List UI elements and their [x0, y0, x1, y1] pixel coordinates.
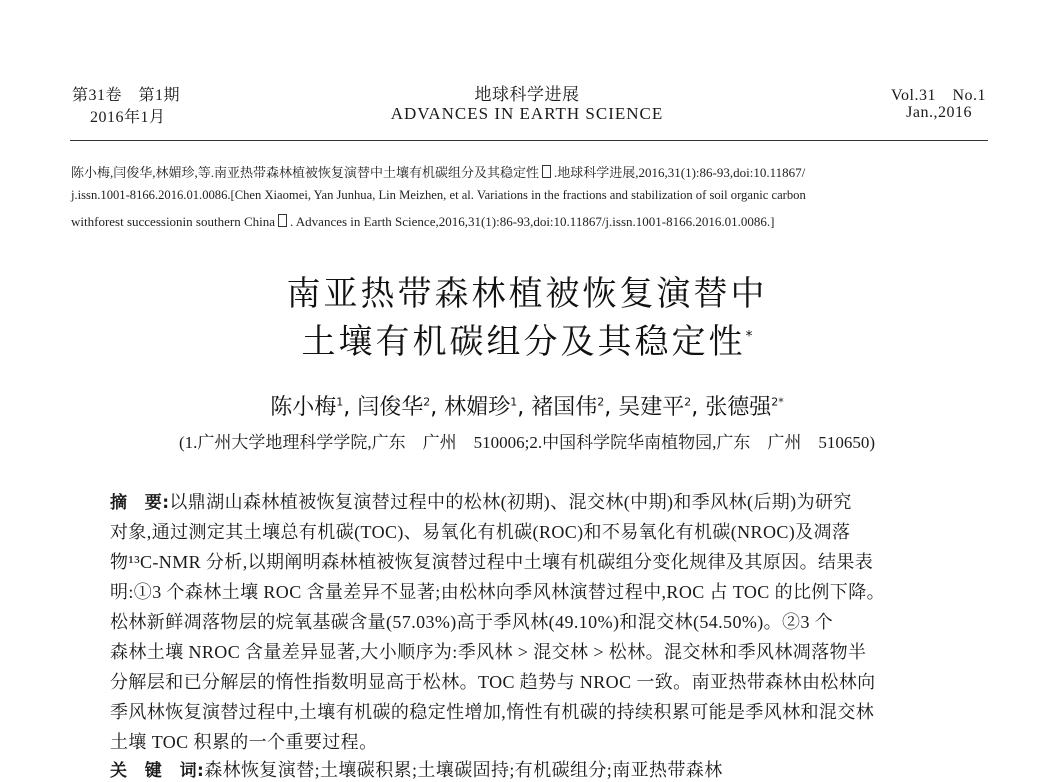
abstract-line: 分解层和已分解层的惰性指数明显高于松林。TOC 趋势与 NROC 一致。南亚热带森林由松林向 — [110, 672, 876, 692]
author: 褚国伟$^2$ — [531, 395, 605, 420]
author: 张德强$^{2*}$ — [705, 395, 784, 420]
abstract-line: 季风林恢复演替过程中,土壤有机碳的稳定性增加,惰性有机碳的持续积累可能是季风林和混交林 — [110, 702, 875, 722]
reference-type-box — [278, 214, 287, 227]
keywords: 关 键 词:森林恢复演替;土壤碳积累;土壤碳固持;有机碳组分;南亚热带森林 — [110, 760, 723, 781]
abstract-line: 明:①3 个森林土壤 ROC 含量差异不显著;由松林向季风林演替过程中,ROC 占 TOC 的比例下降。 — [110, 582, 885, 602]
journal-title-en: ADVANCES IN EARTH SCIENCE — [390, 104, 664, 123]
abstract-line: 土壤 TOC 积累的一个重要过程。 — [110, 732, 378, 752]
author: 吴建平$^2$ — [618, 395, 692, 420]
journal-title-cn: 地球科学进展 — [474, 85, 580, 105]
author: 闫俊华$^2$ — [357, 395, 431, 420]
article-title-line-2: 土壤有机碳组分及其稳定性* — [301, 322, 753, 362]
author-list: 陈小梅$^1$, 闫俊华$^2$, 林媚珍$^1$, 褚国伟$^2$, 吴建平$^2$, 张德强$^{2*}$ — [270, 395, 784, 420]
abstract-line: 森林土壤 NROC 含量差异显著,大小顺序为:季风林 > 混交林 > 松林。混交林和季风林凋落物半 — [110, 642, 867, 662]
abstract-line: 物¹³C-NMR 分析,以期阐明森林植被恢复演替过程中土壤有机碳组分变化规律及其原因。结果表 — [110, 552, 874, 572]
volume-en: Vol.31 No.1 — [891, 87, 986, 104]
title-footnote-mark: * — [745, 328, 753, 345]
abstract-label: 摘 要: — [110, 493, 170, 513]
abstract-line: 松林新鲜凋落物层的烷氧基碳含量(57.03%)高于季风林(49.10%)和混交林(54.50%)。②3 个 — [110, 612, 834, 632]
author: 林媚珍$^1$ — [444, 395, 518, 420]
author: 陈小梅$^1$ — [270, 395, 344, 420]
volume-issue: 第31卷 第1期 — [72, 87, 181, 104]
article-title-line-1: 南亚热带森林植被恢复演替中 — [286, 274, 768, 314]
header-rule — [70, 140, 988, 141]
affiliations: (1.广州大学地理科学学院,广东 广州 510006;2.中国科学院华南植物园,广东 广州 510650) — [178, 433, 876, 452]
date-en: Jan.,2016 — [906, 104, 972, 121]
keywords-label: 关 键 词: — [110, 761, 205, 781]
abstract-line: 对象,通过测定其土壤总有机碳(TOC)、易氧化有机碳(ROC)和不易氧化有机碳(NROC)及凋落 — [110, 522, 851, 542]
citation-line-3: withforest successionin southern China . Advances in Earth Science,2016,31(1):86-93,doi:10.11867/j.issn.1001-8166.2016.01.0086.] — [71, 214, 775, 229]
reference-type-box — [542, 165, 551, 178]
issue-date: 2016年1月 — [90, 109, 166, 126]
abstract-line: 摘 要:以鼎湖山森林植被恢复演替过程中的松林(初期)、混交林(中期)和季风林(后期)为研究 — [110, 492, 852, 513]
citation-line-1: 陈小梅,闫俊华,林媚珍,等.南亚热带森林植被恢复演替中土壤有机碳组分及其稳定性 .地球科学进展,2016,31(1):86-93,doi:10.11867/ — [71, 165, 806, 180]
citation-line-2: j.issn.1001-8166.2016.01.0086.[Chen Xiaomei, Yan Junhua, Lin Meizhen, et al. Variations in the fractions and stabilization of soil organic carbon — [71, 188, 806, 202]
